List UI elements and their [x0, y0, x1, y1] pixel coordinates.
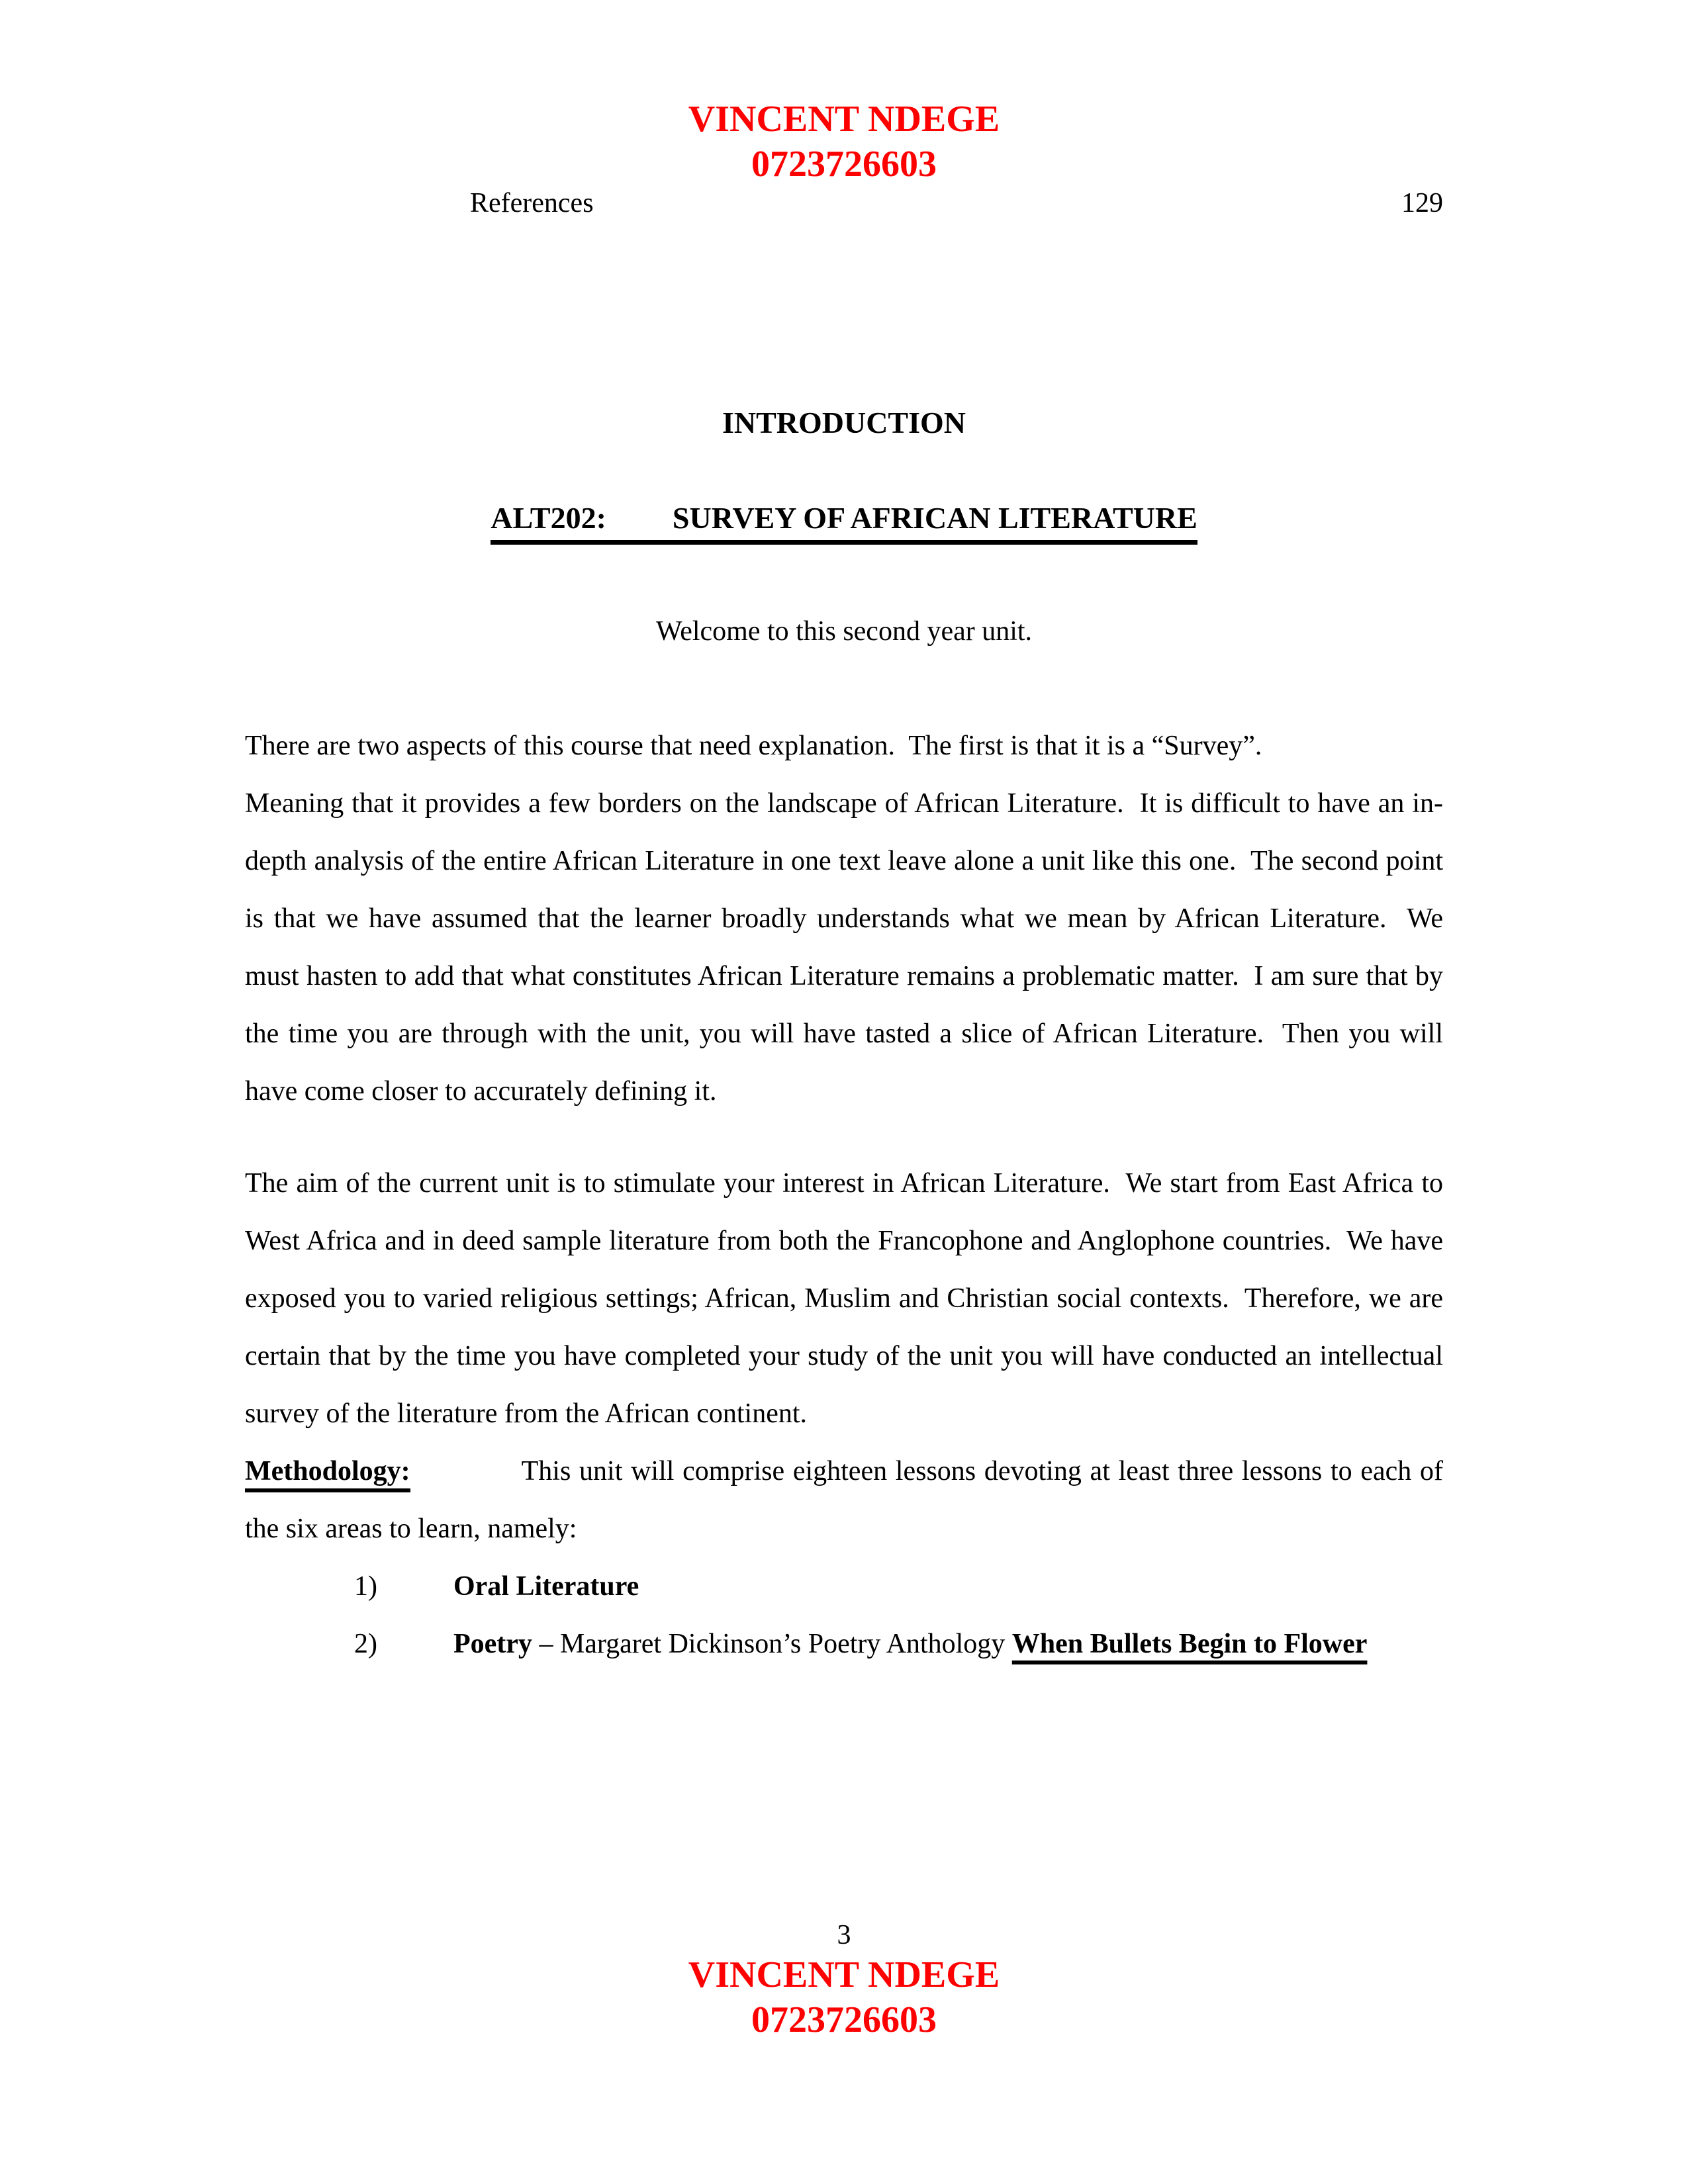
- watermark-top-phone: 0723726603: [751, 144, 937, 185]
- title-course-heading: [245, 500, 1443, 545]
- list-item-title: Oral Literature: [453, 1571, 639, 1602]
- welcome-line: Welcome to this second year unit.: [655, 616, 1033, 647]
- paragraph-methodology: [245, 1443, 1450, 1558]
- title-introduction: INTRODUCTION: [722, 406, 966, 439]
- header-page-number: 129: [1401, 188, 1443, 218]
- body-text: [245, 717, 1450, 1673]
- footer-page-number: 3: [837, 1920, 851, 1950]
- course-name: SURVEY OF AFRICAN LITERATURE: [672, 501, 1197, 535]
- watermark-top-name: VINCENT NDEGE: [688, 99, 1000, 140]
- list-item-title: Poetry: [453, 1629, 532, 1659]
- tab-gap: [606, 527, 673, 528]
- paragraph-meaning: Meaning that it provides a few borders on the landscape of African Literature. It is difficult to have an in-depth analysis of the entire African Literature in one text leave alone a unit like this one. The second point is that we have assumed that the learner broadly understands what we mean by African Literature. We must hasten to add that what constitutes African Literature remains a problematic matter. I am sure that by the time you are through with the unit, you will have tasted a slice of African Literature. Then you will have come closer to accurately defining it.: [245, 788, 1450, 1107]
- methodology-label: Methodology:: [245, 1455, 410, 1492]
- methodology-text: This unit will comprise eighteen lessons devoting at least three lessons to each of the six areas to learn, namely:: [245, 1456, 1450, 1544]
- course-underline: [491, 501, 1197, 545]
- course-code: ALT202:: [491, 501, 606, 535]
- watermark-top: [245, 97, 1443, 187]
- book-title: When Bullets Begin to Flower: [1011, 1629, 1368, 1659]
- watermark-bottom-name: VINCENT NDEGE: [688, 1954, 1000, 1995]
- paragraph-survey: There are two aspects of this course that need explanation. The first is that it is a “Survey”.: [245, 731, 1262, 761]
- watermark-bottom-phone: 0723726603: [751, 1999, 937, 2040]
- list-item-poetry: [245, 1615, 1443, 1673]
- tab-gap: [410, 1479, 522, 1480]
- page-header: [245, 187, 1443, 219]
- list-number: 1): [354, 1571, 377, 1602]
- paragraph-aim: The aim of the current unit is to stimulate your interest in African Literature. We start from East Africa to West Africa and in deed sample literature from both the Francophone and Anglophone countries. We have exposed you to varied religious settings; African, Muslim and Christian social contexts. Therefore, we are certain that by the time you have completed your study of the unit you will have conducted an intellectual survey of the literature from the African continent.: [245, 1168, 1450, 1429]
- watermark-bottom: [245, 1952, 1443, 2042]
- list-number: 2): [354, 1629, 377, 1659]
- list-item-oral-literature: [245, 1558, 1443, 1615]
- list-item-text: – Margaret Dickinson’s Poetry Anthology: [532, 1629, 1012, 1659]
- header-section-label: References: [470, 188, 594, 218]
